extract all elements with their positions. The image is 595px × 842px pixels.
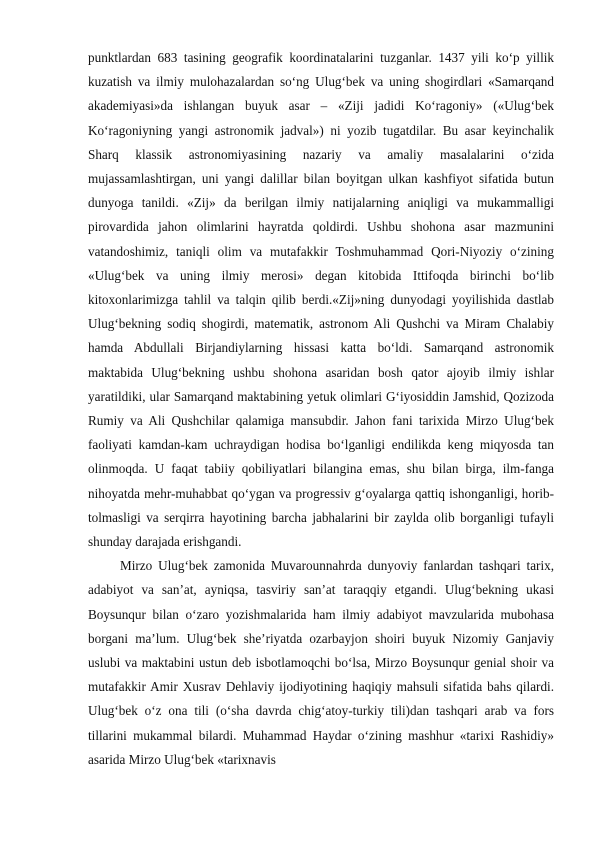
paragraph-1: punktlardan 683 tasining geografik koordinatalarini tuzganlar. 1437 yili ko‘p yillik kuzatish va ilmiy mulohazalardan so‘ng Ulug‘bek va uning shogirdlari «Samarqand akademiyasi»da ishlangan buyuk asar – «Ziji jadidi Ko‘ragoniy» («Ulug‘bek Ko‘ragoniyning yangi astronomik jadval») ni yozib tugatdilar. Bu asar keyinchalik Sharq klassik astronomiyasining nazariy va amaliy masalalarini o‘zida mujassamlashtirgan, uni yangi dalillar bilan boyitgan ulkan kashfiyot sifatida butun dunyoga tanildi. «Zij» da berilgan ilmiy natijalarning aniqligi va mukammalligi pirovardida jahon olimlarini hayratda qoldirdi. Ushbu shohona asar mazmunini vatandoshimiz, taniqli olim va mutafakkir Toshmuhammad Qori-Niyoziy o‘zining «Ulug‘bek va uning ilmiy merosi» degan kitobida Ittifoqda birinchi bo‘lib kitoxonlarimizga tahlil va talqin qilib berdi.«Zij»ning dunyodagi yoyilishida dastlab Ulug‘bekning sodiq shogirdi, matematik, astronom Ali Qushchi va Miram Chalabiy hamda Abdullali Birjandiylarning hissasi katta bo‘ldi. Samarqand astronomik maktabida Ulug‘bekning ushbu shohona asaridan bosh qator ajoyib ilmiy ishlar yaratildiki, ular Samarqand maktabining yetuk olimlari G‘iyosiddin Jamshid, Qozizoda Rumiy va Ali Qushchilar qalamiga mansubdir. Jahon fani tarixida Mirzo Ulug‘bek faoliyati kamdan-kam uchraydigan hodisa bo‘lganligi endilikda keng miqyosda tan olinmoqda. U faqat tabiiy qobiliyatlari bilangina emas, shu bilan birga, ilm-fanga nihoyatda mehr-muhabbat qo‘ygan va progressiv g‘oyalarga qattiq ishonganligi, horib-tolmasligi va serqirra hayotining barcha jabhalarini bir zaylda olib borganligi tufayli shunday darajada erishgandi. <box>88 50 554 550</box>
document-body <box>88 46 554 772</box>
paragraph-2: Mirzo Ulug‘bek zamonida Muvarounnahrda dunyoviy fanlardan tashqari tarix, adabiyot va san’at, ayniqsa, tasviriy san’at taraqqiy etgandi. Ulug‘bekning ukasi Boysunqur bilan o‘zaro yozishmalarida ham ilmiy adabiyot mavzularida mubohasa borgani ma’lum. Ulug‘bek she’riyatda ozarbayjon shoiri buyuk Nizomiy Ganjaviy uslubi va maktabini ustun deb isbotlamoqchi bo‘lsa, Mirzo Boysunqur genial shoir va mutafakkir Amir Xusrav Dehlaviy ijodiyotining haqiqiy mahsuli sifatida bahs qilardi. Ulug‘bek o‘z ona tili (o‘sha davrda chig‘atoy-turkiy tili)dan tashqari arab va fors tillarini mukammal bilardi. Muhammad Haydar o‘zining mashhur «tarixi Rashidiy» asarida Mirzo Ulug‘bek «tarixnavis <box>88 558 554 767</box>
